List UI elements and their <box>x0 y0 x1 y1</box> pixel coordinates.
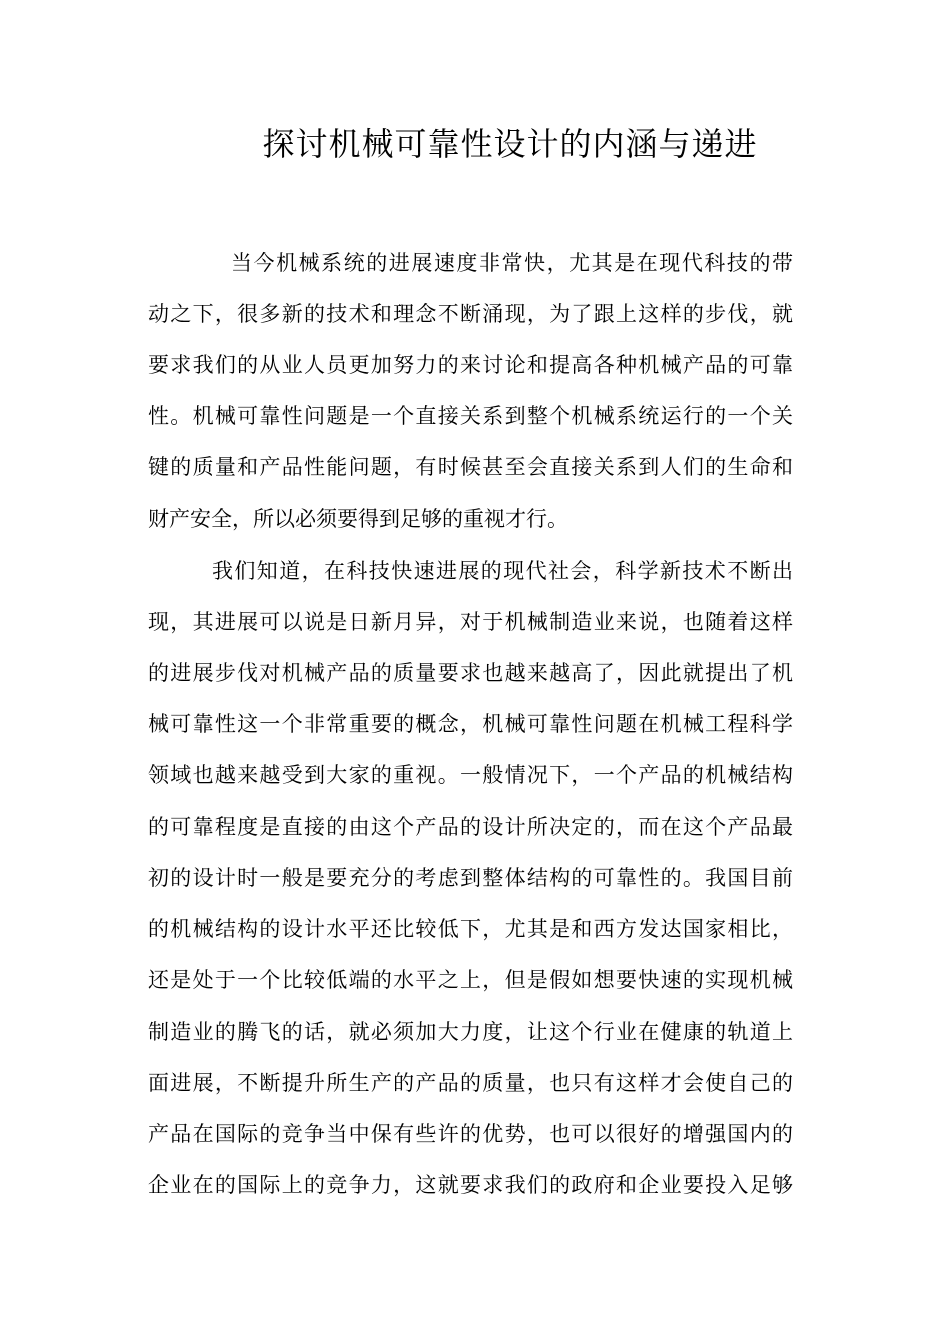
paragraph-line: 现，其进展可以说是日新月异，对于机械制造业来说，也随着这样 <box>148 610 793 634</box>
paragraph-line: 要求我们的从业人员更加努力的来讨论和提高各种机械产品的可靠 <box>148 353 793 377</box>
paragraph-line: 的机械结构的设计水平还比较低下，尤其是和西方发达国家相比， <box>148 917 793 941</box>
paragraph-line: 产品在国际的竞争当中保有些许的优势，也可以很好的增强国内的 <box>148 1122 793 1146</box>
paragraph-line: 的可靠程度是直接的由这个产品的设计所决定的，而在这个产品最 <box>148 815 793 839</box>
paragraph-line: 性。机械可靠性问题是一个直接关系到整个机械系统运行的一个关 <box>148 404 793 428</box>
paragraph-line: 领域也越来越受到大家的重视。一般情况下，一个产品的机械结构 <box>148 763 793 787</box>
paragraph-line: 财产安全，所以必须要得到足够的重视才行。 <box>148 507 568 531</box>
paragraph-line: 制造业的腾飞的话，就必须加大力度，让这个行业在健康的轨道上 <box>148 1020 793 1044</box>
paragraph-line: 我们知道，在科技快速进展的现代社会，科学新技术不断出 <box>212 559 793 583</box>
document-title: 探讨机械可靠性设计的内涵与递进 <box>262 125 758 163</box>
paragraph-line: 初的设计时一般是要充分的考虑到整体结构的可靠性的。我国目前 <box>148 866 793 890</box>
paragraph-line: 还是处于一个比较低端的水平之上，但是假如想要快速的实现机械 <box>148 968 793 992</box>
paragraph-line: 械可靠性这一个非常重要的概念，机械可靠性问题在机械工程科学 <box>148 712 793 736</box>
paragraph-line: 的进展步伐对机械产品的质量要求也越来越高了，因此就提出了机 <box>148 661 793 685</box>
paragraph-line: 面进展，不断提升所生产的产品的质量，也只有这样才会使自己的 <box>148 1071 793 1095</box>
paragraph-line: 企业在的国际上的竞争力，这就要求我们的政府和企业要投入足够 <box>148 1173 793 1197</box>
paragraph-line: 当今机械系统的进展速度非常快，尤其是在现代科技的带 <box>231 251 793 275</box>
paragraph-line: 动之下，很多新的技术和理念不断涌现，为了跟上这样的步伐，就 <box>148 302 793 326</box>
paragraph-line: 键的质量和产品性能问题，有时候甚至会直接关系到人们的生命和 <box>148 455 793 479</box>
